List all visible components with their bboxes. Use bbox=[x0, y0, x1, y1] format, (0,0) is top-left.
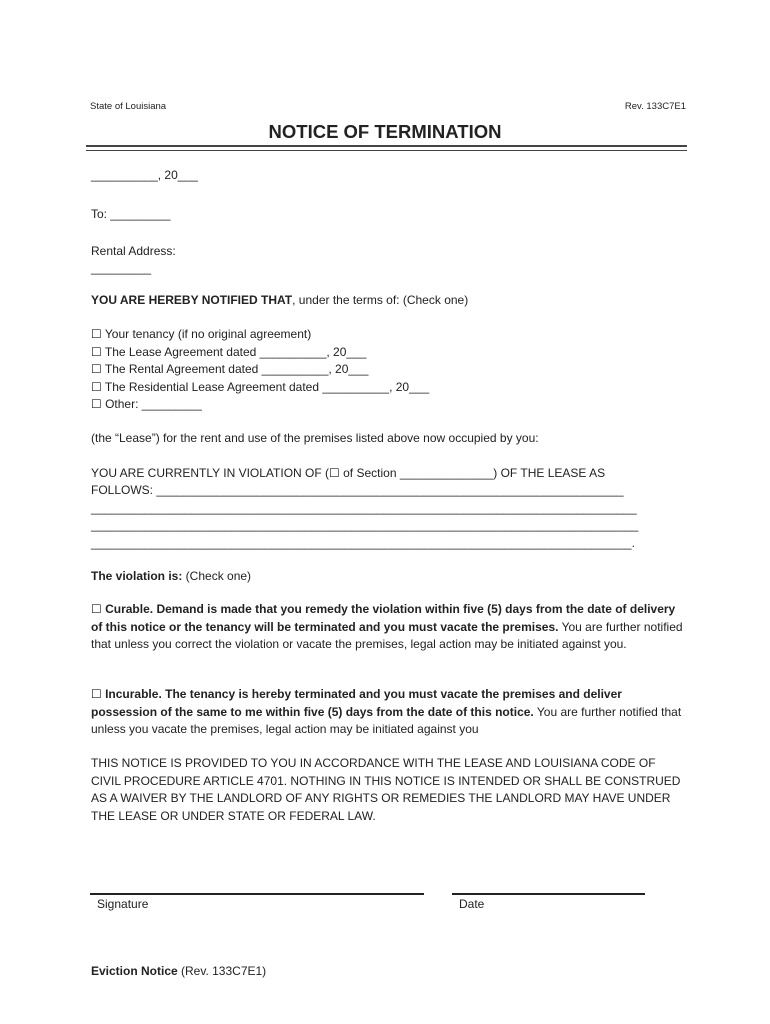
violation-is-rest: (Check one) bbox=[182, 569, 252, 583]
violation-line-3: __________________________________________________________________________________ bbox=[91, 500, 637, 515]
violation-is-line bbox=[91, 568, 251, 585]
option-tenancy[interactable]: ☐ Your tenancy (if no original agreement) bbox=[91, 327, 312, 341]
footer bbox=[91, 963, 266, 980]
rental-address-blank: _________ bbox=[91, 261, 152, 275]
violation-line-4: __________________________________________________________________________________ bbox=[91, 518, 639, 532]
title-rule-thin bbox=[86, 150, 687, 151]
signature-label: Signature bbox=[97, 897, 149, 911]
curable-bold: ☐ Curable. Demand is made that you remedy the violation within five (5) days from the date of delivery of this notice or the tenancy will be terminated and you must vacate the premises. bbox=[91, 602, 676, 634]
date-line-field[interactable] bbox=[452, 893, 645, 895]
title-rule-thick bbox=[86, 145, 687, 147]
footer-rest: (Rev. 133C7E1) bbox=[177, 964, 267, 978]
signature-line[interactable] bbox=[90, 893, 424, 895]
page-title: NOTICE OF TERMINATION bbox=[268, 121, 502, 142]
notified-line bbox=[91, 292, 468, 309]
option-lease-agreement[interactable]: ☐ The Lease Agreement dated __________, 20___ bbox=[91, 344, 367, 359]
curable-rest: You are further notified that unless you correct the violation or vacate the premises, legal action may be initiated against you. bbox=[91, 619, 683, 651]
option-residential-lease[interactable]: ☐ The Residential Lease Agreement dated __________, 20___ bbox=[91, 379, 430, 394]
date-line: __________, 20___ bbox=[91, 168, 198, 182]
legal-notice: THIS NOTICE IS PROVIDED TO YOU IN ACCORDANCE WITH THE LEASE AND LOUISIANA CODE OF CIVIL PROCEDURE ARTICLE 4701. NOTHING IN THIS NOTICE IS INTENDED OR SHALL BE CONSTRUED AS A WAIVER BY THE LANDLORD OF ANY RIGHTS OR REMEDIES THE LANDLORD MAY HAVE UNDER THE LEASE OR UNDER STATE OR FEDERAL LAW. bbox=[91, 756, 681, 823]
rental-address-label: Rental Address: bbox=[91, 244, 176, 258]
lease-line: (the “Lease”) for the rent and use of the premises listed above now occupied by you: bbox=[91, 431, 539, 445]
incurable-rest: You are further notified that unless you vacate the premises, legal action may be initiated against you bbox=[91, 704, 682, 736]
footer-bold: Eviction Notice bbox=[91, 964, 178, 978]
incurable-paragraph[interactable] bbox=[91, 686, 686, 739]
notified-bold: YOU ARE HEREBY NOTIFIED THAT bbox=[91, 293, 293, 307]
violation-line-2: FOLLOWS: ______________________________________________________________________ bbox=[91, 483, 624, 497]
option-other[interactable]: ☐ Other: _________ bbox=[91, 397, 202, 411]
incurable-bold: ☐ Incurable. The tenancy is hereby terminated and you must vacate the premises and deliver possession of the same to me within five (5) days from the date of this notice. bbox=[91, 687, 622, 719]
notified-rest: , under the terms of: (Check one) bbox=[292, 293, 469, 307]
to-line: To: _________ bbox=[91, 207, 171, 221]
violation-line-5: _________________________________________________________________________________. bbox=[91, 535, 635, 550]
violation-line-1: YOU ARE CURRENTLY IN VIOLATION OF (☐ of Section ______________) OF THE LEASE AS bbox=[91, 466, 606, 480]
revision-label: Rev. 133C7E1 bbox=[624, 101, 686, 112]
option-rental-agreement[interactable]: ☐ The Rental Agreement dated __________, 20___ bbox=[91, 362, 369, 376]
state-label: State of Louisiana bbox=[90, 101, 167, 112]
curable-paragraph[interactable] bbox=[91, 601, 686, 654]
date-label: Date bbox=[459, 897, 485, 911]
violation-is-bold: The violation is: bbox=[91, 569, 183, 583]
